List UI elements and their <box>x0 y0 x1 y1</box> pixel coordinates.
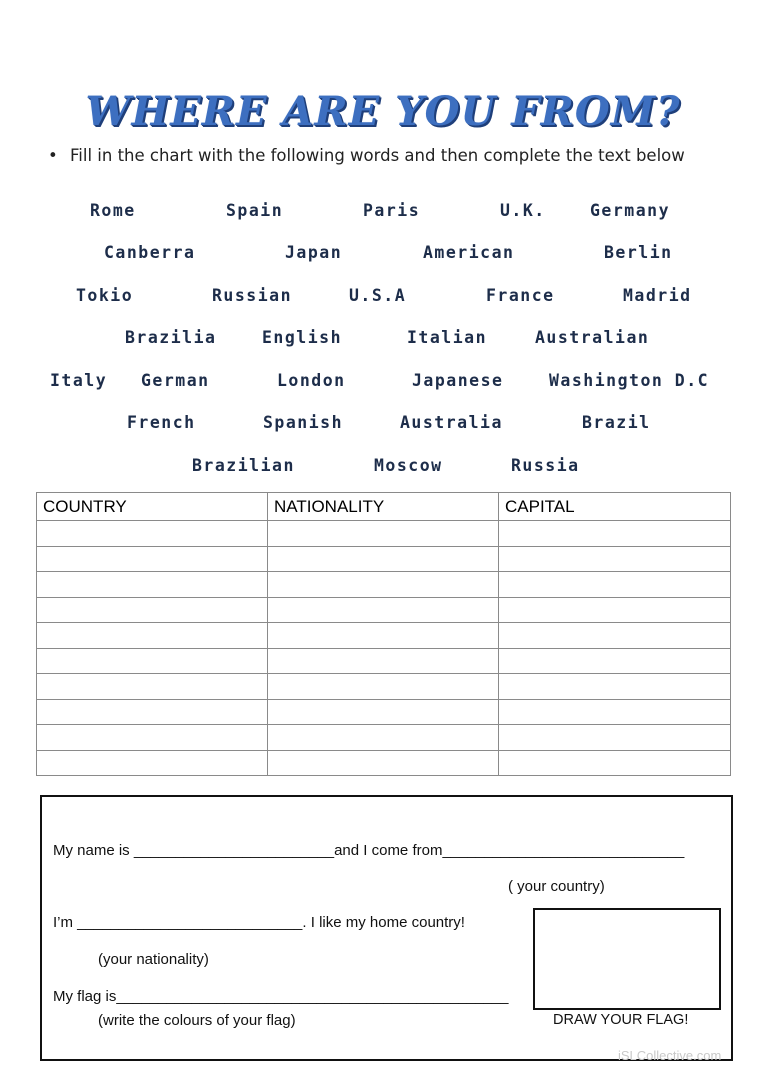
country-cell[interactable] <box>37 699 268 725</box>
word-bank-item: Paris <box>363 201 421 220</box>
country-cell[interactable] <box>37 674 268 700</box>
word-bank-item: Russia <box>511 456 580 475</box>
country-cell[interactable] <box>37 750 268 776</box>
country-cell[interactable] <box>37 725 268 751</box>
country-cell[interactable] <box>37 572 268 598</box>
chart-row <box>37 546 731 572</box>
word-bank-item: English <box>262 328 343 347</box>
chart-row <box>37 572 731 598</box>
capital-cell[interactable] <box>499 546 731 572</box>
nationality-cell[interactable] <box>268 648 499 674</box>
chart-row <box>37 725 731 751</box>
word-bank-item: Germany <box>590 201 671 220</box>
capital-cell[interactable] <box>499 597 731 623</box>
nationality-cell[interactable] <box>268 623 499 649</box>
bullet-icon: • <box>48 146 58 165</box>
country-chart <box>36 492 731 776</box>
word-bank-item: London <box>277 371 346 390</box>
word-bank-item: Washington D.C <box>549 371 710 390</box>
word-bank-item: Australian <box>535 328 650 347</box>
word-bank-item: American <box>423 243 515 262</box>
capital-cell[interactable] <box>499 699 731 725</box>
nationality-hint: (your nationality) <box>98 951 209 968</box>
country-cell[interactable] <box>37 648 268 674</box>
nationality-cell[interactable] <box>268 521 499 547</box>
chart-row <box>37 623 731 649</box>
nationality-cell[interactable] <box>268 725 499 751</box>
word-bank-item: Berlin <box>604 243 673 262</box>
nationality-cell[interactable] <box>268 750 499 776</box>
header-capital: CAPITAL <box>499 493 731 521</box>
word-bank-item: Italian <box>407 328 488 347</box>
word-bank-item: Rome <box>90 201 136 220</box>
draw-flag-label: DRAW YOUR FLAG! <box>553 1012 689 1028</box>
word-bank-item: Italy <box>50 371 108 390</box>
nationality-cell[interactable] <box>268 597 499 623</box>
flag-drawing-box[interactable] <box>533 908 721 1010</box>
word-bank-item: German <box>141 371 210 390</box>
nationality-cell[interactable] <box>268 572 499 598</box>
word-bank-item: Australia <box>400 413 503 432</box>
nationality-line[interactable]: I’m ___________________________. I like my home country! <box>53 914 465 931</box>
flag-colours-hint: (write the colours of your flag) <box>98 1012 296 1029</box>
word-bank-item: Japanese <box>412 371 504 390</box>
word-bank-item: U.S.A <box>349 286 407 305</box>
capital-cell[interactable] <box>499 750 731 776</box>
nationality-cell[interactable] <box>268 546 499 572</box>
country-cell[interactable] <box>37 597 268 623</box>
nationality-cell[interactable] <box>268 674 499 700</box>
country-cell[interactable] <box>37 521 268 547</box>
instruction-text: Fill in the chart with the following words and then complete the text below <box>70 146 685 165</box>
chart-body <box>37 521 731 776</box>
nationality-cell[interactable] <box>268 699 499 725</box>
word-bank-item: Brazil <box>582 413 651 432</box>
word-bank-item: Madrid <box>623 286 692 305</box>
capital-cell[interactable] <box>499 572 731 598</box>
word-bank-item: Japan <box>285 243 343 262</box>
capital-cell[interactable] <box>499 648 731 674</box>
chart-row <box>37 750 731 776</box>
word-bank-item: Spanish <box>263 413 344 432</box>
header-nationality: NATIONALITY <box>268 493 499 521</box>
flag-colours-line[interactable]: My flag is_______________________________________________ <box>53 988 509 1005</box>
country-cell[interactable] <box>37 623 268 649</box>
chart-row <box>37 674 731 700</box>
word-bank-item: Brazilian <box>192 456 295 475</box>
chart-header-row <box>37 493 731 521</box>
capital-cell[interactable] <box>499 725 731 751</box>
capital-cell[interactable] <box>499 521 731 547</box>
capital-cell[interactable] <box>499 674 731 700</box>
word-bank-item: French <box>127 413 196 432</box>
word-bank-item: Brazilia <box>125 328 217 347</box>
word-bank-item: Russian <box>212 286 293 305</box>
name-country-line[interactable]: My name is ________________________and I come from_____________________________ <box>53 842 685 859</box>
capital-cell[interactable] <box>499 623 731 649</box>
word-bank-item: Canberra <box>104 243 196 262</box>
worksheet-title: WHERE ARE YOU FROM? <box>85 88 681 135</box>
chart-row <box>37 699 731 725</box>
word-bank-item: U.K. <box>500 201 546 220</box>
word-bank-item: Spain <box>226 201 284 220</box>
instruction <box>48 146 748 165</box>
chart-row <box>37 648 731 674</box>
word-bank-item: Tokio <box>76 286 134 305</box>
chart-row <box>37 597 731 623</box>
word-bank-item: France <box>486 286 555 305</box>
country-cell[interactable] <box>37 546 268 572</box>
chart-row <box>37 521 731 547</box>
country-hint: ( your country) <box>508 878 605 895</box>
header-country: COUNTRY <box>37 493 268 521</box>
word-bank-item: Moscow <box>374 456 443 475</box>
watermark: iSLCollective.com <box>618 1048 722 1063</box>
